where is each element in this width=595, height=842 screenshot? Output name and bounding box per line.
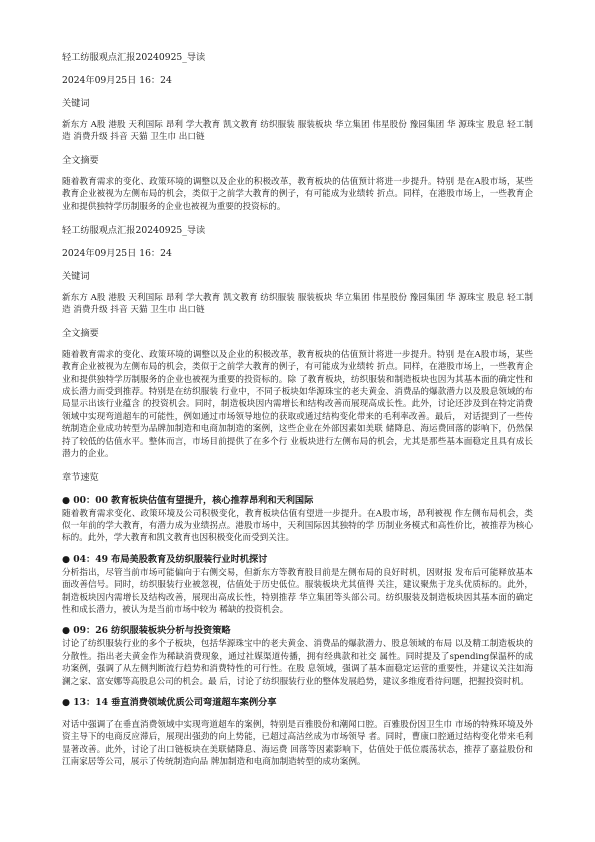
- chapter-title-2: ● 04：49 布局美股教育及纺织服装行业时机探讨: [62, 553, 268, 565]
- chapter-title-3: ● 09：26 纺织服装板块分析与投资策略: [62, 625, 231, 637]
- chapter-body-2: 分析指出，尽管当前市场可能偏向于右侧交易，但新东方等教育股目前是左侧布局的良好时机，因财报 发布后可能释放基本面改善信号。同时，纺织服装行业被忽视，估值处于历史低位。服装板块尤其值得 关注，建议聚焦于龙头优质标的。此外，制造板块因内需增长及结构改善，展现出高成长性，特别推荐 华立集团等头部公司。纺织服装及制造板块因其基本面的确定性和成长潜力，被认为是当前市场中较为 稀缺的投资机会。: [62, 567, 533, 615]
- chapter-body-1: 随着教育需求变化、政策环境及公司积极变化，教育板块估值有望进一步提升。在A股市场，昂利被视 作左侧布局机会，类似一年前的学大教育，有潜力成为业绩拐点。港股市场中，天利国际因其独特的学 历制业务模式和高性价比，被推荐为核心标的。此外，学大教育和凯文教育也因积极变化而受到关注。: [62, 508, 533, 544]
- keywords-heading-repeat: 关键词: [62, 271, 90, 283]
- chapter-title-4: ● 13：14 垂直消费领域优质公司弯道超车案例分享: [62, 696, 277, 708]
- chapter-title-1: ● 00：00 教育板块估值有望提升，核心推荐昂利和天利国际: [62, 494, 314, 506]
- summary-heading-repeat: 全文摘要: [62, 327, 99, 339]
- keywords-text: 新东方 A股 港股 天利国际 昂利 学大教育 凯文教育 纺织服装 服装板块 华立集团 伟星股份 豫园集团 华 源珠宝 股息 轻工制造 消费升级 抖音 天猫 卫生巾 出口链: [62, 120, 533, 143]
- doc-title-repeat: 轻工纺服观点汇报20240925_导读: [62, 225, 206, 237]
- summary-heading: 全文摘要: [62, 154, 99, 166]
- summary-text: 随着教育需求的变化、政策环境的调整以及企业的积极改革，教育板块的估值预计将进一步提升。特别 是在A股市场，某些教育企业被视为左侧布局的机会，类似于之前学大教育的例子，有可能成为业绩转 折点。同样，在港股市场上，一些教育企业和提供独特学历制服务的企业也被视为重要的投资标的。: [62, 176, 533, 212]
- keywords-text-repeat: 新东方 A股 港股 天利国际 昂利 学大教育 凯文教育 纺织服装 服装板块 华立集团 伟星股份 豫园集团 华 源珠宝 股息 轻工制造 消费升级 抖音 天猫 卫生巾 出口链: [62, 293, 533, 316]
- doc-datetime: 2024年09月25日 16：24: [62, 75, 172, 86]
- summary-text-full: 随着教育需求的变化、政策环境的调整以及企业的积极改革，教育板块的估值预计将进一步提升。特别 是在A股市场，某些教育企业被视为左侧布局的机会，类似于之前学大教育的例子，有可能成为业绩转 折点。同样，在港股市场上，一些教育企业和提供独特学历制服务的企业也被视为重要的投资标的。除 了教育板块，纺织服装和制造板块也因为其基本面的确定性和成长潜力而受到推荐。特别是在纺织服装 行业中，不同子板块如华源珠宝的老夫黄金、消费品的爆款潜力以及股息领域的布局显示出该行业蕴含 的投资机会。同时，制造板块因内需增长和结构改善而展现高成长性。此外，讨论还涉及到在特定消费 领域中实现弯道超车的可能性，例如通过市场领导地位的获取或通过结构变化带来的毛利率改善。最后， 对话提到了一些传统制造企业成功转型为品牌加制造和电商加制造的案例，这些企业在外部因素如美联 储降息、海运费回落的影响下，仍然保持了较低的估值水平。整体而言，市场目前提供了在多个行 业板块进行左侧布局的机会，尤其是那些基本面稳定且具有成长潜力的企业。: [62, 349, 533, 460]
- chapter-body-4: 对话中强调了在垂直消费领域中实现弯道超车的案例，特别是百雅股份和潮闻口腔。百雅股份因卫生巾 市场的特殊环境及外资主导下的电商反应滞后，展现出强劲的向上势能，已超过高洁丝成为市场领导 者。同时，曹康口腔通过结构变化带来毛利显著改善。此外，讨论了出口链板块在美联储降息、海运费 回落等因素影响下，估值处于低位震荡状态，推荐了嘉益股份和江南家居等公司，展示了传统制造向品 牌加制造和电商加制造转型的成功案例。: [62, 719, 533, 768]
- doc-datetime-repeat: 2024年09月25日 16：24: [62, 248, 172, 260]
- keywords-heading: 关键词: [62, 98, 90, 109]
- doc-title: 轻工纺服观点汇报20240925_导读: [62, 52, 206, 63]
- chapters-heading: 章节速览: [62, 471, 99, 483]
- chapter-body-3: 讨论了纺织服装行业的多个子板块，包括华源珠宝中的老夫黄金、消费品的爆款潜力、股息领域的布局 以及精工制造板块的分散性。指出老夫黄金作为稀缺消费现象，通过社媒渠道传播，拥有经典款和社交 属性。同时提及了spending保温杯的成功案例，强调了从左侧判断流行趋势和消费特性的可行性。在股 息领域，强调了基本面稳定运营的重要性，并建议关注如海澜之家、富安娜等高股息公司的机会。最 后，讨论了纺织服装行业的整体发展趋势，建议多维度看待问题，把握投资时机。: [62, 639, 533, 687]
